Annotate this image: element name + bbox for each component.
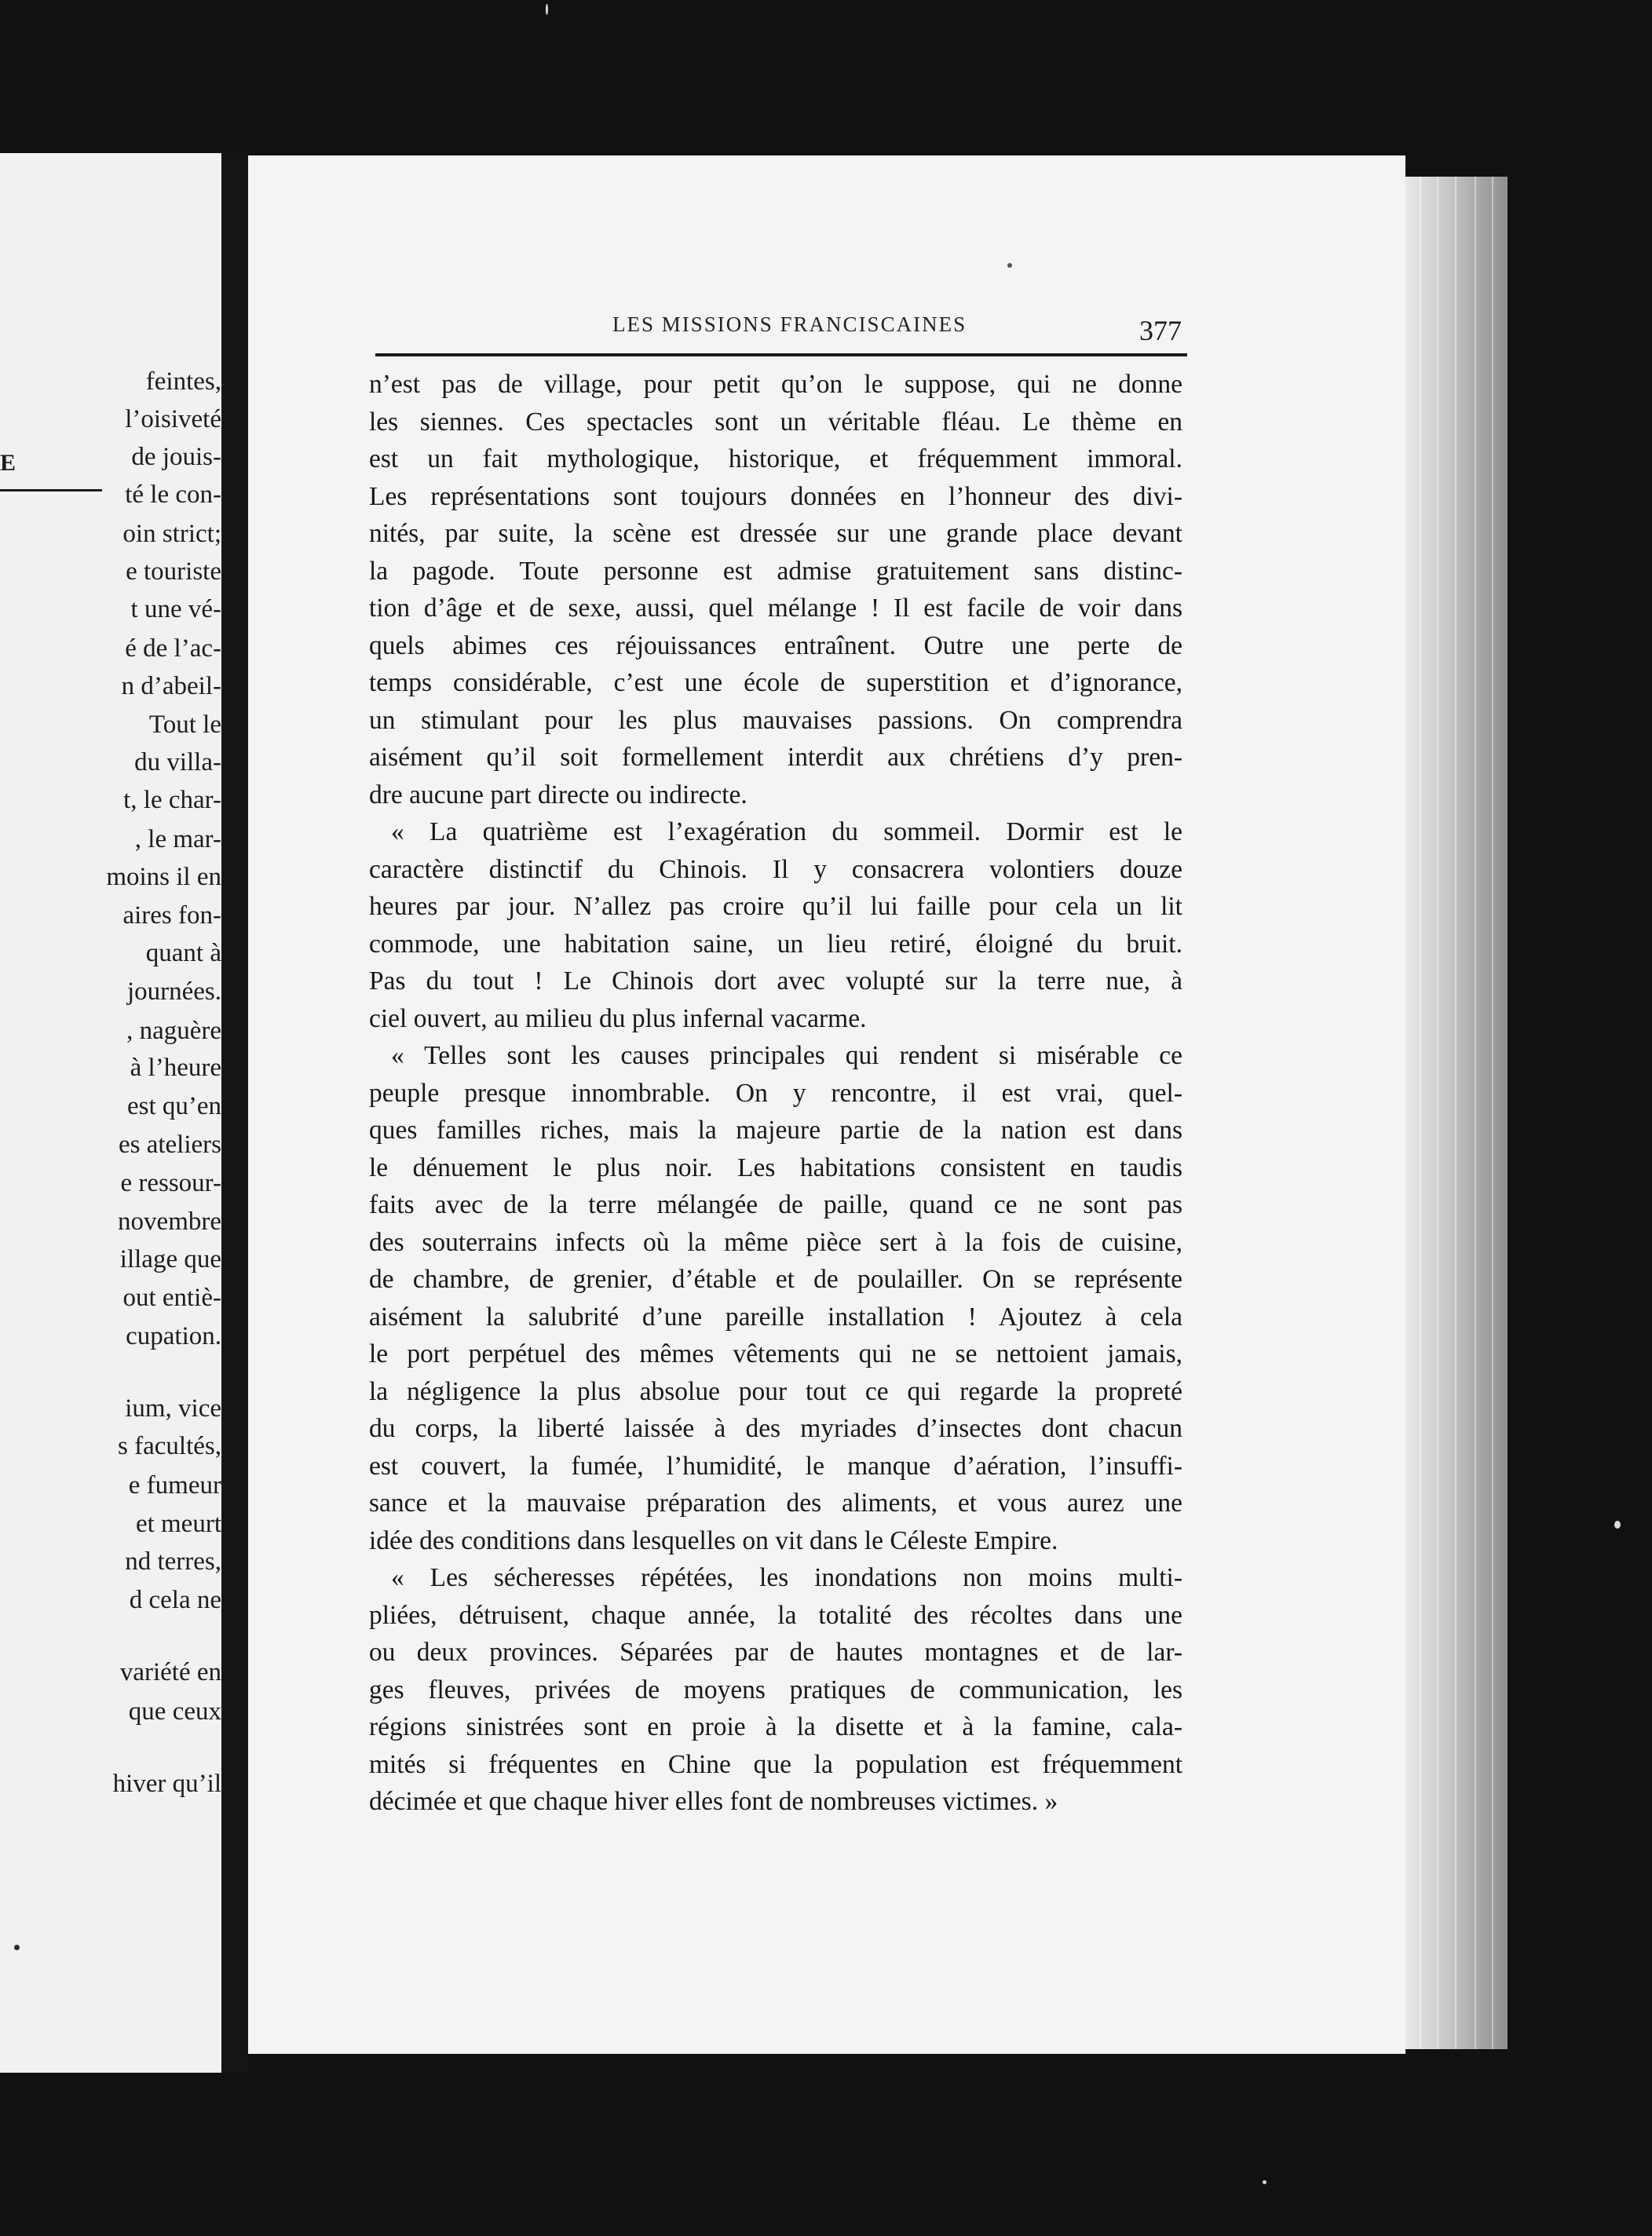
book-gutter (221, 153, 248, 2073)
left-page-line: , le mar- (134, 825, 221, 853)
left-page-line: , naguère (126, 1017, 221, 1045)
text-line: décimée et que chaque hiver elles font de nombreuses victimes. » (369, 1787, 1058, 1816)
text-line: heures par jour. N’allez pas croire qu’il lui faille pour cela un lit (369, 892, 1182, 921)
left-page-line: oin strict; (122, 520, 221, 548)
film-speck (1614, 1521, 1621, 1529)
left-page-line: de jouis- (131, 443, 221, 471)
text-line: aisément qu’il soit formellement interdit aux chrétiens d’y pren- (369, 743, 1182, 772)
left-page-line: té le con- (125, 480, 221, 509)
left-page-line: l’oisiveté (125, 405, 221, 433)
left-page-line: nd terres, (125, 1547, 221, 1576)
left-running-head-fragment: E (0, 450, 16, 476)
left-page-line: out entiè- (122, 1284, 221, 1312)
text-line: « La quatrième est l’exagération du sommeil. Dormir est le (391, 817, 1182, 846)
film-speck (1007, 263, 1012, 268)
left-page-line: moins il en (106, 863, 221, 891)
left-page-line: est qu’en (126, 1092, 221, 1120)
text-line: la négligence la plus absolue pour tout ce qui regarde la propreté (369, 1376, 1182, 1406)
left-page-line: aires fon- (122, 901, 221, 930)
text-line: un stimulant pour les plus mauvaises passions. On comprendra (369, 705, 1182, 735)
left-page-line: d cela ne (129, 1586, 221, 1614)
text-line: sance et la mauvaise préparation des aliments, et vous aurez une (369, 1489, 1182, 1518)
text-line: est un fait mythologique, historique, et fréquemment immoral. (369, 444, 1182, 473)
left-page-line: t, le char- (123, 786, 221, 814)
text-line: Pas du tout ! Le Chinois dort avec volupté sur la terre nue, à (369, 966, 1182, 996)
left-page-line: journées. (126, 977, 221, 1006)
text-line: quels abimes ces réjouissances entraînent. Outre une perte de (369, 630, 1182, 660)
text-line: caractère distinctif du Chinois. Il y consacrera volontiers douze (369, 854, 1182, 884)
text-line: ou deux provinces. Séparées par de hautes montagnes et de lar- (369, 1638, 1182, 1667)
text-line: dre aucune part directe ou indirecte. (369, 780, 747, 809)
text-line: le dénuement le plus noir. Les habitations consistent en taudis (369, 1153, 1182, 1182)
text-line: Les représentations sont toujours données en l’honneur des divi- (369, 481, 1182, 511)
film-speck (546, 4, 548, 15)
text-line: ciel ouvert, au milieu du plus infernal vacarme. (369, 1003, 867, 1033)
left-head-rule (0, 489, 102, 491)
text-line: pliées, détruisent, chaque année, la totalité des récoltes dans une (369, 1600, 1182, 1630)
film-speck (1263, 2180, 1266, 2184)
left-page-line: n d’abeil- (121, 672, 221, 700)
left-page (0, 153, 221, 2073)
left-page-line: à l’heure (130, 1054, 221, 1082)
left-page-line: es ateliers (118, 1131, 221, 1159)
text-line: tion d’âge et de sexe, aussi, quel mélange ! Il est facile de voir dans (369, 594, 1182, 623)
left-page-line: cupation. (126, 1322, 221, 1350)
running-head: LES MISSIONS FRANCISCAINES (612, 312, 967, 336)
text-line: mités si fréquentes en Chine que la population est fréquemment (369, 1749, 1182, 1779)
page-edges (1405, 177, 1508, 2049)
text-line: « Les sécheresses répétées, les inondations non moins multi- (391, 1563, 1182, 1592)
left-page-line: novembre (118, 1208, 221, 1236)
text-line: nités, par suite, la scène est dressée sur une grande place devant (369, 519, 1182, 548)
text-line: aisément la salubrité d’une pareille installation ! Ajoutez à cela (369, 1302, 1182, 1332)
text-line: les siennes. Ces spectacles sont un véritable fléau. Le thème en (369, 407, 1182, 437)
left-page-line: quant à (145, 939, 221, 967)
text-line: ges fleuves, privées de moyens pratiques de communication, les (369, 1675, 1182, 1704)
text-line: n’est pas de village, pour petit qu’on le suppose, qui ne donne (369, 370, 1182, 399)
text-line: « Telles sont les causes principales qui rendent si misérable ce (391, 1041, 1182, 1070)
head-rule (375, 353, 1187, 356)
left-page-line: t une vé- (130, 595, 221, 623)
text-line: temps considérable, c’est une école de superstition et d’ignorance, (369, 668, 1182, 697)
text-line: régions sinistrées sont en proie à la disette et à la famine, cala- (369, 1712, 1182, 1741)
left-page-line: feintes, (145, 367, 221, 396)
text-line: est couvert, la fumée, l’humidité, le manque d’aération, l’insuffi- (369, 1451, 1182, 1481)
body-text (369, 366, 1182, 1821)
left-page-line: hiver qu’il (112, 1770, 221, 1798)
page-number: 377 (1139, 315, 1182, 346)
text-line: idée des conditions dans lesquelles on vit dans le Céleste Empire. (369, 1525, 1058, 1555)
text-line: des souterrains infects où la même pièce sert à la fois de cuisine, (369, 1227, 1182, 1257)
left-page-line: s facultés, (118, 1432, 221, 1460)
left-page-line: é de l’ac- (125, 634, 221, 663)
left-page-line: variété en (119, 1658, 221, 1686)
text-line: de chambre, de grenier, d’étable et de poulailler. On se représente (369, 1265, 1182, 1294)
text-line: faits avec de la terre mélangée de paille, quand ce ne sont pas (369, 1190, 1182, 1219)
text-line: du corps, la liberté laissée à des myriades d’insectes dont chacun (369, 1414, 1182, 1443)
left-page-line: e touriste (126, 557, 221, 586)
left-page-line: et meurt (135, 1510, 221, 1538)
text-line: commode, une habitation saine, un lieu retiré, éloigné du bruit. (369, 929, 1182, 959)
left-page-line: Tout le (148, 711, 221, 739)
left-page-line: ium, vice (125, 1394, 221, 1423)
text-line: la pagode. Toute personne est admise gratuitement sans distinc- (369, 556, 1182, 586)
left-page-line: illage que (119, 1245, 221, 1273)
text-line: ques familles riches, mais la majeure partie de la nation est dans (369, 1116, 1182, 1145)
left-page-line: e fumeur (128, 1471, 221, 1500)
left-page-line: que ceux (128, 1697, 221, 1726)
film-speck (14, 1945, 20, 1950)
text-line: le port perpétuel des mêmes vêtements qui ne se nettoient jamais, (369, 1339, 1182, 1368)
text-line: peuple presque innombrable. On y rencontre, il est vrai, quel- (369, 1078, 1182, 1108)
left-page-line: e ressour- (120, 1169, 221, 1197)
left-page-line: du villa- (134, 748, 221, 776)
